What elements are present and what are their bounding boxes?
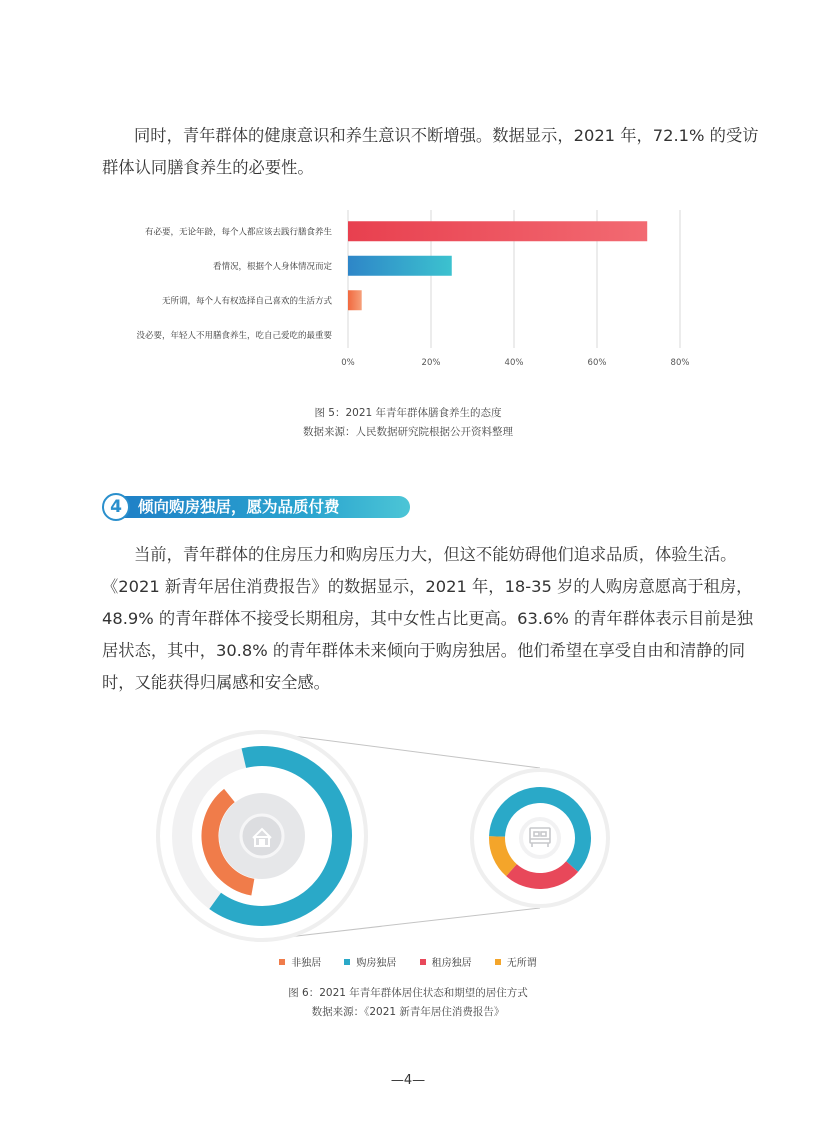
paragraph-line: 48.9% 的青年群体不接受长期租房，其中女性占比更高。63.6% 的青年群体表示目前是独 xyxy=(102,609,754,628)
legend-swatch xyxy=(495,959,501,965)
legend-label: 购房独居 xyxy=(356,958,397,969)
expected-living-donut xyxy=(472,770,608,906)
x-tick-label: 80% xyxy=(670,358,690,368)
diet-attitude-bar-chart xyxy=(100,200,720,390)
figure-6-source: 数据来源：《2021 新青年居住消费报告》 xyxy=(311,1006,505,1018)
paragraph-line: 《2021 新青年居住消费报告》的数据显示，2021 年，18-35 岁的人购房意愿高于租房， xyxy=(102,577,753,596)
x-tick-label: 0% xyxy=(341,358,355,368)
paragraph-line: 时，又能获得归属感和安全感。 xyxy=(102,673,330,692)
section-number-badge: 4 xyxy=(102,493,130,521)
legend-swatch xyxy=(420,959,426,965)
bar xyxy=(348,290,362,310)
legend-swatch xyxy=(344,959,350,965)
housing-paragraph xyxy=(102,539,754,699)
x-tick-label: 60% xyxy=(587,358,607,368)
section-heading xyxy=(102,493,412,523)
figure-6-caption: 图 6：2021 年青年群体居住状态和期望的居住方式 xyxy=(288,987,528,999)
bar xyxy=(348,221,647,241)
intro-paragraph xyxy=(102,120,759,184)
category-label: 没必要，年轻人不用膳食养生，吃自己爱吃的最重要 xyxy=(136,330,332,341)
category-label: 有必要，无论年龄，每个人都应该去践行膳食养生 xyxy=(144,227,332,238)
legend-label: 无所谓 xyxy=(506,958,537,969)
legend-item-buy-solo xyxy=(344,954,396,969)
paragraph-line: 居状态，其中，30.8% 的青年群体未来倾向于购房独居。他们希望在享受自由和清静的同 xyxy=(102,641,746,660)
figure-5-caption: 图 5：2021 年青年群体膳食养生的态度 xyxy=(314,407,502,419)
paragraph-line: 群体认同膳食养生的必要性。 xyxy=(102,158,314,177)
category-label: 看情况，根据个人身体情况而定 xyxy=(212,261,332,272)
living-status-donut-figure xyxy=(150,728,630,948)
figure-5-caption-block xyxy=(0,404,816,442)
paragraph-line: 同时，青年群体的健康意识和养生意识不断增强。数据显示，2021 年，72.1% 的受访 xyxy=(134,126,759,145)
paragraph-line: 当前，青年群体的住房压力和购房压力大，但这不能妨碍他们追求品质，体验生活。 xyxy=(134,545,737,564)
figure-6-legend xyxy=(0,954,816,969)
legend-item-non-solo xyxy=(279,954,321,969)
page-number: —4— xyxy=(390,1073,426,1088)
category-label: 无所谓，每个人有权选择自己喜欢的生活方式 xyxy=(161,296,332,307)
figure-5-source: 数据来源：人民数据研究院根据公开资料整理 xyxy=(303,426,513,438)
bar xyxy=(348,256,452,276)
donut-center-ring xyxy=(521,819,559,857)
legend-item-rent-solo xyxy=(420,954,472,969)
legend-swatch xyxy=(279,959,285,965)
legend-label: 租房独居 xyxy=(431,958,472,969)
figure-6-caption-block xyxy=(0,984,816,1022)
legend-item-no-preference xyxy=(495,954,537,969)
current-living-donut xyxy=(158,732,366,940)
x-tick-label: 20% xyxy=(421,358,441,368)
legend-label: 非独居 xyxy=(291,958,322,969)
section-title: 倾向购房独居，愿为品质付费 xyxy=(138,497,340,516)
x-tick-label: 40% xyxy=(504,358,524,368)
